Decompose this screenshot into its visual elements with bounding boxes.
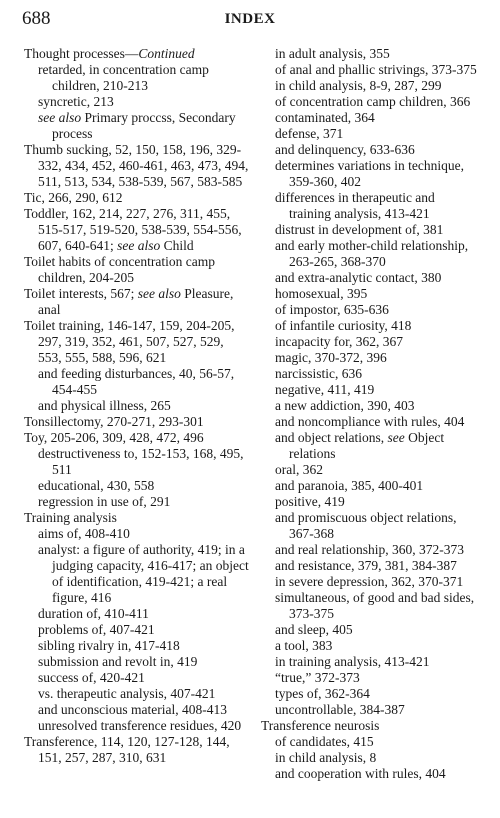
- index-entry: a new addiction, 390, 403: [275, 398, 415, 413]
- index-entry: of concentration camp children, 366: [275, 94, 471, 109]
- index-entry: negative, 411, 419: [275, 382, 375, 397]
- index-entry: Toilet interests, 567; see also Pleasure, anal: [24, 286, 234, 317]
- index-entry: of impostor, 635-636: [275, 302, 389, 317]
- index-entry: Transference, 114, 120, 127-128, 144, 151, 257, 287, 310, 631: [24, 734, 230, 765]
- index-entry: and extra-analytic contact, 380: [275, 270, 442, 285]
- index-entry: determines variations in technique, 359-360, 402: [275, 158, 464, 189]
- index-entry: differences in therapeutic and training analysis, 413-421: [275, 190, 435, 221]
- index-entry: in severe depression, 362, 370-371: [275, 574, 464, 589]
- index-entry: incapacity for, 362, 367: [275, 334, 404, 349]
- index-entry: see also Primary proccss, Secondary process: [38, 110, 236, 141]
- index-entry: “true,” 372-373: [275, 670, 360, 685]
- index-entry: and paranoia, 385, 400-401: [275, 478, 424, 493]
- index-entry: and cooperation with rules, 404: [275, 766, 446, 781]
- index-entry: Toilet training, 146-147, 159, 204-205, 297, 319, 352, 461, 507, 527, 529, 553, 555, 588, 596, 621: [24, 318, 235, 365]
- index-entry: in child analysis, 8-9, 287, 299: [275, 78, 442, 93]
- index-entry: defense, 371: [275, 126, 344, 141]
- index-entry: oral, 362: [275, 462, 323, 477]
- index-entry: regression in use of, 291: [38, 494, 171, 509]
- index-entry: success of, 420-421: [38, 670, 145, 685]
- index-entry: and unconscious material, 408-413: [38, 702, 227, 717]
- index-entry: types of, 362-364: [275, 686, 370, 701]
- index-entry: magic, 370-372, 396: [275, 350, 387, 365]
- running-head: INDEX: [224, 11, 276, 27]
- index-entry: and feeding disturbances, 40, 56-57, 454-455: [38, 366, 235, 397]
- index-entry: duration of, 410-411: [38, 606, 149, 621]
- index-entry: and physical illness, 265: [38, 398, 171, 413]
- index-entry: Toddler, 162, 214, 227, 276, 311, 455, 515-517, 519-520, 538-539, 554-556, 607, 640-641; see also Child: [24, 206, 242, 253]
- index-entry: positive, 419: [275, 494, 345, 509]
- index-entry: and real relationship, 360, 372-373: [275, 542, 464, 557]
- index-entry: in child analysis, 8: [275, 750, 377, 765]
- index-entry: problems of, 407-421: [38, 622, 155, 637]
- index-entry: and sleep, 405: [275, 622, 353, 637]
- index-entry: Thumb sucking, 52, 150, 158, 196, 329-332, 434, 452, 460-461, 463, 473, 494, 511, 513, 534, 538-539, 567, 583-585: [24, 142, 249, 189]
- index-entry: educational, 430, 558: [38, 478, 155, 493]
- index-entry: destructiveness to, 152-153, 168, 495, 511: [38, 446, 244, 477]
- index-entry: of anal and phallic strivings, 373-375: [275, 62, 477, 77]
- page-number: 688: [22, 8, 51, 29]
- index-entry: and resistance, 379, 381, 384-387: [275, 558, 457, 573]
- index-entry: a tool, 383: [275, 638, 333, 653]
- index-entry: in training analysis, 413-421: [275, 654, 430, 669]
- index-entry: and object relations, see Object relations: [275, 430, 445, 461]
- index-entry: Training analysis: [24, 510, 117, 525]
- index-entry: aims of, 408-410: [38, 526, 130, 541]
- index-entry: retarded, in concentration camp children, 210-213: [38, 62, 209, 93]
- index-entry: Tic, 266, 290, 612: [24, 190, 123, 205]
- index-entry: syncretic, 213: [38, 94, 114, 109]
- index-entry: of candidates, 415: [275, 734, 374, 749]
- index-entry: Toilet habits of concentration camp children, 204-205: [24, 254, 215, 285]
- index-entry: sibling rivalry in, 417-418: [38, 638, 180, 653]
- index-entry: Thought processes—Continued: [24, 46, 195, 61]
- index-entry: of infantile curiosity, 418: [275, 318, 412, 333]
- index-entry: Tonsillectomy, 270-271, 293-301: [24, 414, 204, 429]
- index-entry: analyst: a figure of authority, 419; in a judging capacity, 416-417; an object of identification, 419-421; a real figure, 416: [38, 542, 249, 605]
- index-entry: simultaneous, of good and bad sides, 373-375: [275, 590, 475, 621]
- index-entry: Toy, 205-206, 309, 428, 472, 496: [24, 430, 204, 445]
- index-entry: contaminated, 364: [275, 110, 375, 125]
- index-entry: unresolved transference residues, 420: [38, 718, 242, 733]
- index-entry: uncontrollable, 384-387: [275, 702, 405, 717]
- index-entry: narcissistic, 636: [275, 366, 362, 381]
- index-entry: homosexual, 395: [275, 286, 368, 301]
- index-entry: and promiscuous object relations, 367-368: [275, 510, 457, 541]
- index-entry: Transference neurosis: [261, 718, 380, 733]
- index-column-left: [24, 46, 250, 766]
- index-entry: and noncompliance with rules, 404: [275, 414, 465, 429]
- index-entry: vs. therapeutic analysis, 407-421: [38, 686, 216, 701]
- page-header: [22, 8, 478, 32]
- index-entry: distrust in development of, 381: [275, 222, 444, 237]
- index-column-right: [261, 46, 479, 782]
- index-entry: submission and revolt in, 419: [38, 654, 198, 669]
- index-entry: and early mother-child relationship, 263-265, 368-370: [275, 238, 469, 269]
- index-entry: and delinquency, 633-636: [275, 142, 415, 157]
- index-entry: in adult analysis, 355: [275, 46, 390, 61]
